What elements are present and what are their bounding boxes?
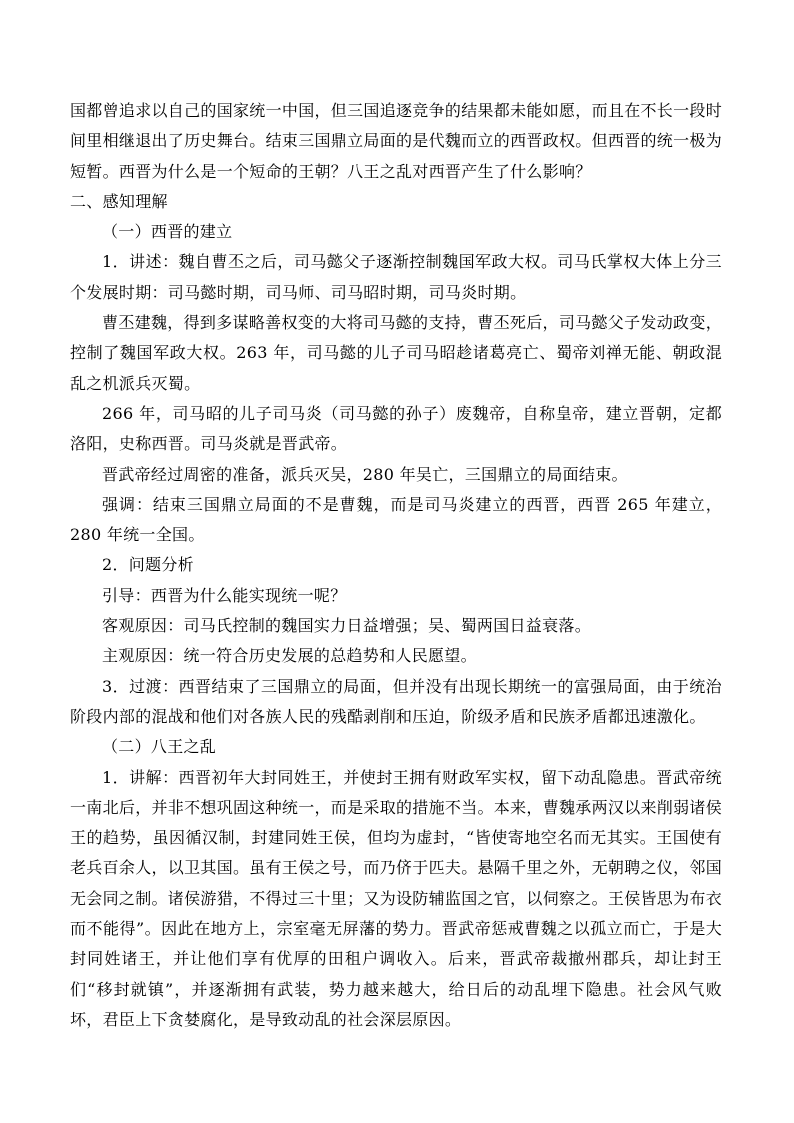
document-page xyxy=(70,96,722,1035)
intro-paragraph: 国都曾追求以自己的国家统一中国，但三国追逐竞争的结果都未能如愿，而且在不长一段时间里相继退出了历史舞台。结束三国鼎立局面的是代魏而立的西晋政权。但西晋的统一极为短暂。西晋为什么是一个短命的王朝？八王之乱对西晋产生了什么影响？ xyxy=(70,101,723,181)
paragraph-266: 266 年，司马昭的儿子司马炎（司马懿的孙子）废魏帝，自称皇帝，建立晋朝，定都洛阳，史称西晋。司马炎就是晋武帝。 xyxy=(70,403,722,454)
subsection-heading-eight-princes: （二）八王之乱 xyxy=(102,737,217,757)
section-heading-perception: 二、感知理解 xyxy=(70,191,168,211)
paragraph-narration: 1．讲述：魏自曹丕之后，司马懿父子逐渐控制魏国军政大权。司马氏掌权大体上分三个发展时期：司马懿时期，司马师、司马昭时期，司马炎时期。 xyxy=(70,252,722,302)
paragraph-emphasis: 强调：结束三国鼎立局面的不是曹魏，而是司马炎建立的西晋，西晋 265 年建立，280 年统一全国。 xyxy=(70,494,722,545)
paragraph-transition: 3．过渡：西晋结束了三国鼎立的局面，但并没有出现长期统一的富强局面，由于统治阶段内部的混战和他们对各族人民的残酷剥削和压迫，阶级矛盾和民族矛盾都迅速激化。 xyxy=(70,676,722,726)
paragraph-wu-conquest: 晋武帝经过周密的准备，派兵灭吴，280 年吴亡，三国鼎立的局面结束。 xyxy=(102,464,628,484)
paragraph-guide: 引导：西晋为什么能实现统一呢？ xyxy=(102,585,347,605)
paragraph-explanation: 1．讲解：西晋初年大封同姓王，并使封王拥有财政军实权，留下动乱隐患。晋武帝统一南北后，并非不想巩固这种统一，而是采取的措施不当。本来，曹魏承两汉以来削弱诸侯王的趋势，虽因循汉制，封建同姓王侯，但均为虚封，“皆使寄地空名而无其实。王国使有老兵百余人，以卫其国。虽有王侯之号，而乃侪于匹夫。悬隔千里之外，无朝聘之仪，邻国无会同之制。诸侯游猎，不得过三十里；又为设防辅监国之官，以伺察之。王侯皆思为布衣而不能得”。因此在地方上，宗室毫无屏藩的势力。晋武帝惩戒曹魏之以孤立而亡，于是大封同姓诸王，并让他们享有优厚的田租户调收入。后来，晋武帝裁撤州郡兵，却让封王们“移封就镇”，并逐渐拥有武装，势力越来越大，给日后的动乱埋下隐患。社会风气败坏，君臣上下贪婪腐化，是导致动乱的社会深层原因。 xyxy=(70,767,723,1029)
paragraph-objective: 客观原因：司马氏控制的魏国实力日益增强；吴、蜀两国日益衰落。 xyxy=(102,616,592,636)
paragraph-cao-pi: 曹丕建魏，得到多谋略善权变的大将司马懿的支持，曹丕死后，司马懿父子发动政变，控制了魏国军政大权。263 年，司马懿的儿子司马昭趁诸葛亮亡、蜀帝刘禅无能、朝政混乱之机派兵灭蜀。 xyxy=(70,313,722,393)
paragraph-problem-analysis: 2．问题分析 xyxy=(102,555,194,575)
subsection-heading-western-jin: （一）西晋的建立 xyxy=(102,222,233,242)
paragraph-subjective: 主观原因：统一符合历史发展的总趋势和人民愿望。 xyxy=(102,646,477,666)
